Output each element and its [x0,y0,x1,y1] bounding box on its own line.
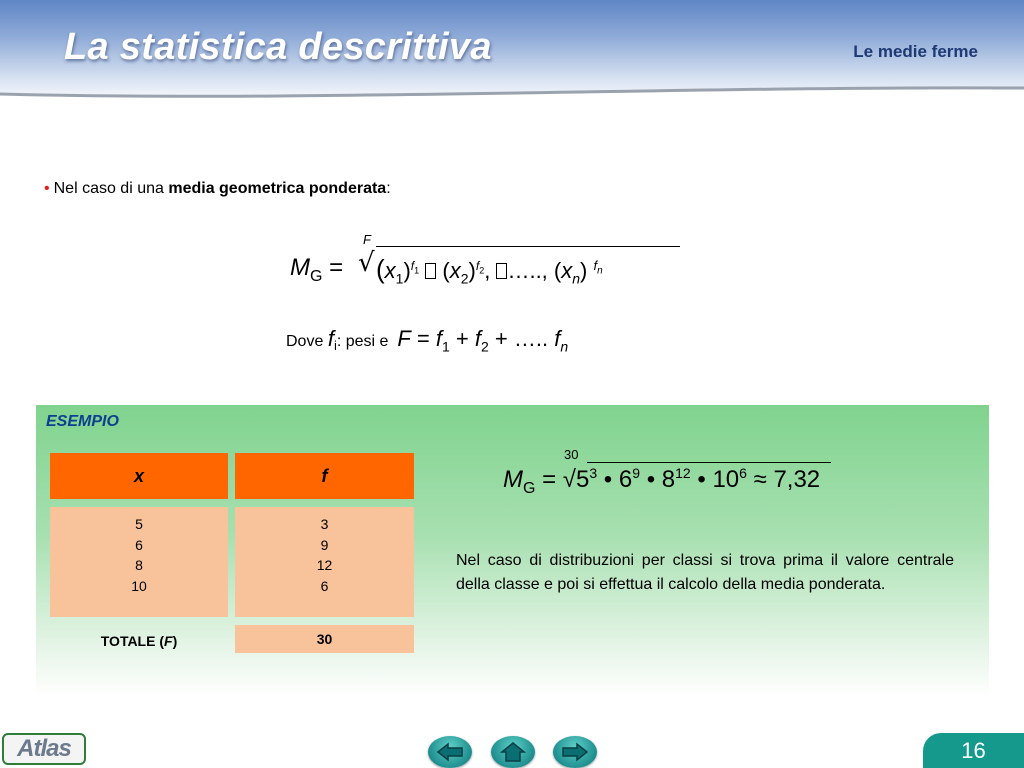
pesi-text: : pesi e [336,333,389,350]
example-formula-text: $M_G = √5^3$ • $6^9$ • $8^{12}$ • $10^6 \approx 7,32$ [503,465,821,497]
formula-M: M [290,254,310,281]
logo-text: Atlas [17,735,71,762]
bullet-bold-term: media geometrica ponderata [168,180,387,197]
f-value: 12 [316,557,333,573]
atlas-logo [2,733,86,765]
fi-symbol: f [327,326,334,351]
x-value: 6 [135,536,143,553]
f-value: 9 [320,536,329,553]
formula-M-sub: G [310,267,323,285]
example-note: Nel caso di distribuzioni per classi si trova prima il valore centrale della classe e poi si effettua il calcolo della media ponderata. [456,552,954,593]
F-definition: $F = f_1 + f_2$ + ….. $f_n$ [397,326,569,355]
bullet-suffix: : [386,180,391,197]
formula-radicand: $(x_1)^{f_1}$ $(x_2)^{f_2}$, ….., $(x_n)$ $^{f_n}$ [376,254,603,287]
bullet-dot: • [44,180,50,197]
definition-line [286,326,568,354]
example-panel [36,405,989,697]
radical-bar [376,246,680,247]
page-number: 16 [923,733,1024,768]
header-swoosh [0,84,1024,106]
home-icon[interactable] [491,736,535,768]
bullet-text [44,180,391,198]
x-value: 8 [135,557,143,573]
x-value: 10 [131,577,147,594]
example-root-index: 30 [564,447,579,462]
section-subtitle: Le medie ferme [853,42,978,61]
root-index: F [363,232,371,247]
general-formula [290,232,710,298]
table-cell-f-values [235,507,414,617]
f-value: 6 [320,577,329,594]
x-value: 5 [135,516,143,532]
page-title: La statistica descrittiva [64,26,492,68]
example-label: ESEMPIO [46,413,119,430]
table-cell-x-values [50,507,228,617]
formula-lhs [290,254,343,286]
arrow-right-icon[interactable] [553,736,597,768]
table-header-x: x [50,453,228,499]
f-value: 3 [320,516,329,532]
total-value: 30 [235,625,414,653]
table-header-f: f [235,453,414,499]
example-radical-bar [587,462,831,463]
arrow-left-icon[interactable] [428,736,472,768]
bullet-prefix: Nel caso di una [53,180,169,197]
total-label: TOTALE ( F ) [100,633,178,649]
formula-equals: = [322,254,344,281]
fi-sub: i [333,338,337,354]
radical-sign: √ [358,248,375,278]
example-formula [503,443,923,503]
dove-word: Dove [286,333,324,350]
